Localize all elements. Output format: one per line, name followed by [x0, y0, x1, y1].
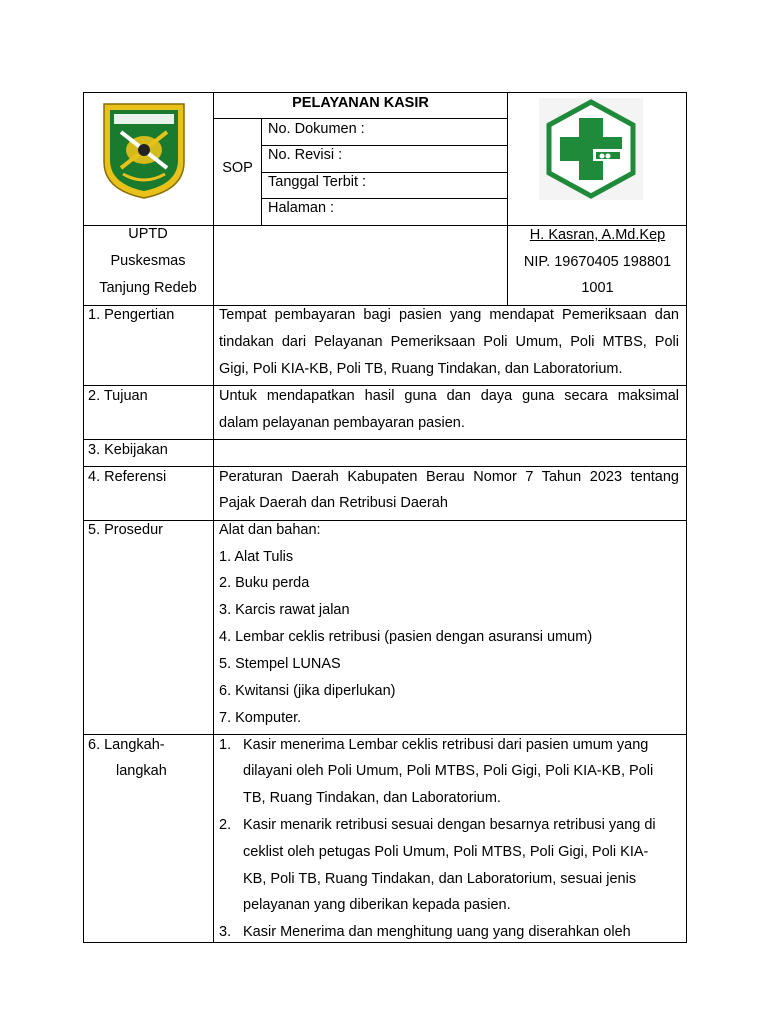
pengertian-line: Tempat pembayaran bagi pasien yang mendapat Pemeriksaan dan [219, 307, 679, 323]
pengertian-line: Gigi, Poli KIA-KB, Poli TB, Ruang Tindakan, dan Laboratorium. [219, 361, 623, 377]
step-line: Kasir Menerima dan menghitung uang yang diserahkan oleh [243, 924, 631, 940]
signer-nip-line-2: 1001 [581, 280, 614, 296]
sop-label: SOP [222, 160, 253, 176]
step-line: Kasir menarik retribusi sesuai dengan besarnya retribusi yang di [243, 817, 656, 833]
row-divider-2 [83, 439, 687, 440]
prosedur-intro: Alat dan bahan: [219, 522, 321, 538]
pengertian-line: tindakan dari Pelayanan Pemeriksaan Poli Umum, Poli MTBS, Poli [219, 334, 679, 350]
prosedur-item: 4. Lembar ceklis retribusi (pasien dengan asuransi umum) [219, 629, 593, 645]
section-label-kebijakan: 3. Kebijakan [88, 442, 168, 458]
section-label-referensi: 4. Referensi [88, 469, 167, 485]
prosedur-item: 5. Stempel LUNAS [219, 656, 341, 672]
kabupaten-crest-icon [101, 102, 187, 200]
step-line: Kasir menerima Lembar ceklis retribusi dari pasien umum yang [243, 737, 649, 753]
section-label-pengertian: 1. Pengertian [88, 307, 175, 323]
signer-nip-line-1: NIP. 19670405 198801 [523, 254, 672, 270]
sop-document [83, 92, 687, 943]
prosedur-item: 7. Komputer. [219, 710, 302, 726]
field-no-dokumen: No. Dokumen : [268, 121, 365, 137]
field-tanggal-terbit: Tanggal Terbit : [268, 174, 367, 190]
step-number: 3. [219, 924, 232, 940]
tujuan-line: Untuk mendapatkan hasil guna dan daya guna secara maksimal [219, 388, 679, 404]
section-label-tujuan: 2. Tujuan [88, 388, 148, 404]
prosedur-item: 3. Karcis rawat jalan [219, 602, 350, 618]
field-halaman: Halaman : [268, 200, 335, 216]
field-no-revisi: No. Revisi : [268, 147, 343, 163]
section-label-prosedur: 5. Prosedur [88, 522, 163, 538]
prosedur-item: 1. Alat Tulis [219, 549, 294, 565]
org-line-tanjung-redeb: Tanjung Redeb [99, 280, 197, 296]
org-line-puskesmas: Puskesmas [110, 253, 186, 269]
tujuan-line: dalam pelayanan pembayaran pasien. [219, 415, 465, 431]
section-label-langkah-2: langkah [116, 763, 167, 779]
prosedur-item: 6. Kwitansi (jika diperlukan) [219, 683, 396, 699]
step-line: pelayanan yang diberikan kepada pasien. [243, 897, 511, 913]
puskesmas-logo-icon [539, 98, 643, 200]
signer-name: H. Kasran, A.Md.Kep [529, 227, 666, 243]
section-label-langkah: 6. Langkah- [88, 737, 165, 753]
step-line: dilayani oleh Poli Umum, Poli MTBS, Poli Gigi, Poli KIA-KB, Poli [243, 763, 654, 779]
row-divider-4 [83, 520, 687, 521]
referensi-line: Peraturan Daerah Kabupaten Berau Nomor 7 Tahun 2023 tentang [219, 469, 679, 485]
step-line: KB, Poli TB, Ruang Tindakan, dan Laboratorium, sesuai jenis [243, 871, 637, 887]
step-number: 2. [219, 817, 232, 833]
prosedur-item: 2. Buku perda [219, 575, 310, 591]
step-line: ceklist oleh petugas Poli Umum, Poli MTBS, Poli Gigi, Poli KIA- [243, 844, 649, 860]
referensi-line: Pajak Daerah dan Retribusi Daerah [219, 495, 448, 511]
org-line-uptd: UPTD [128, 226, 168, 242]
header-divider-left [213, 92, 214, 306]
page-title: PELAYANAN KASIR [292, 95, 429, 111]
step-number: 1. [219, 737, 232, 753]
body-column-divider [213, 305, 214, 943]
step-line: TB, Ruang Tindakan, dan Laboratorium. [243, 790, 501, 806]
